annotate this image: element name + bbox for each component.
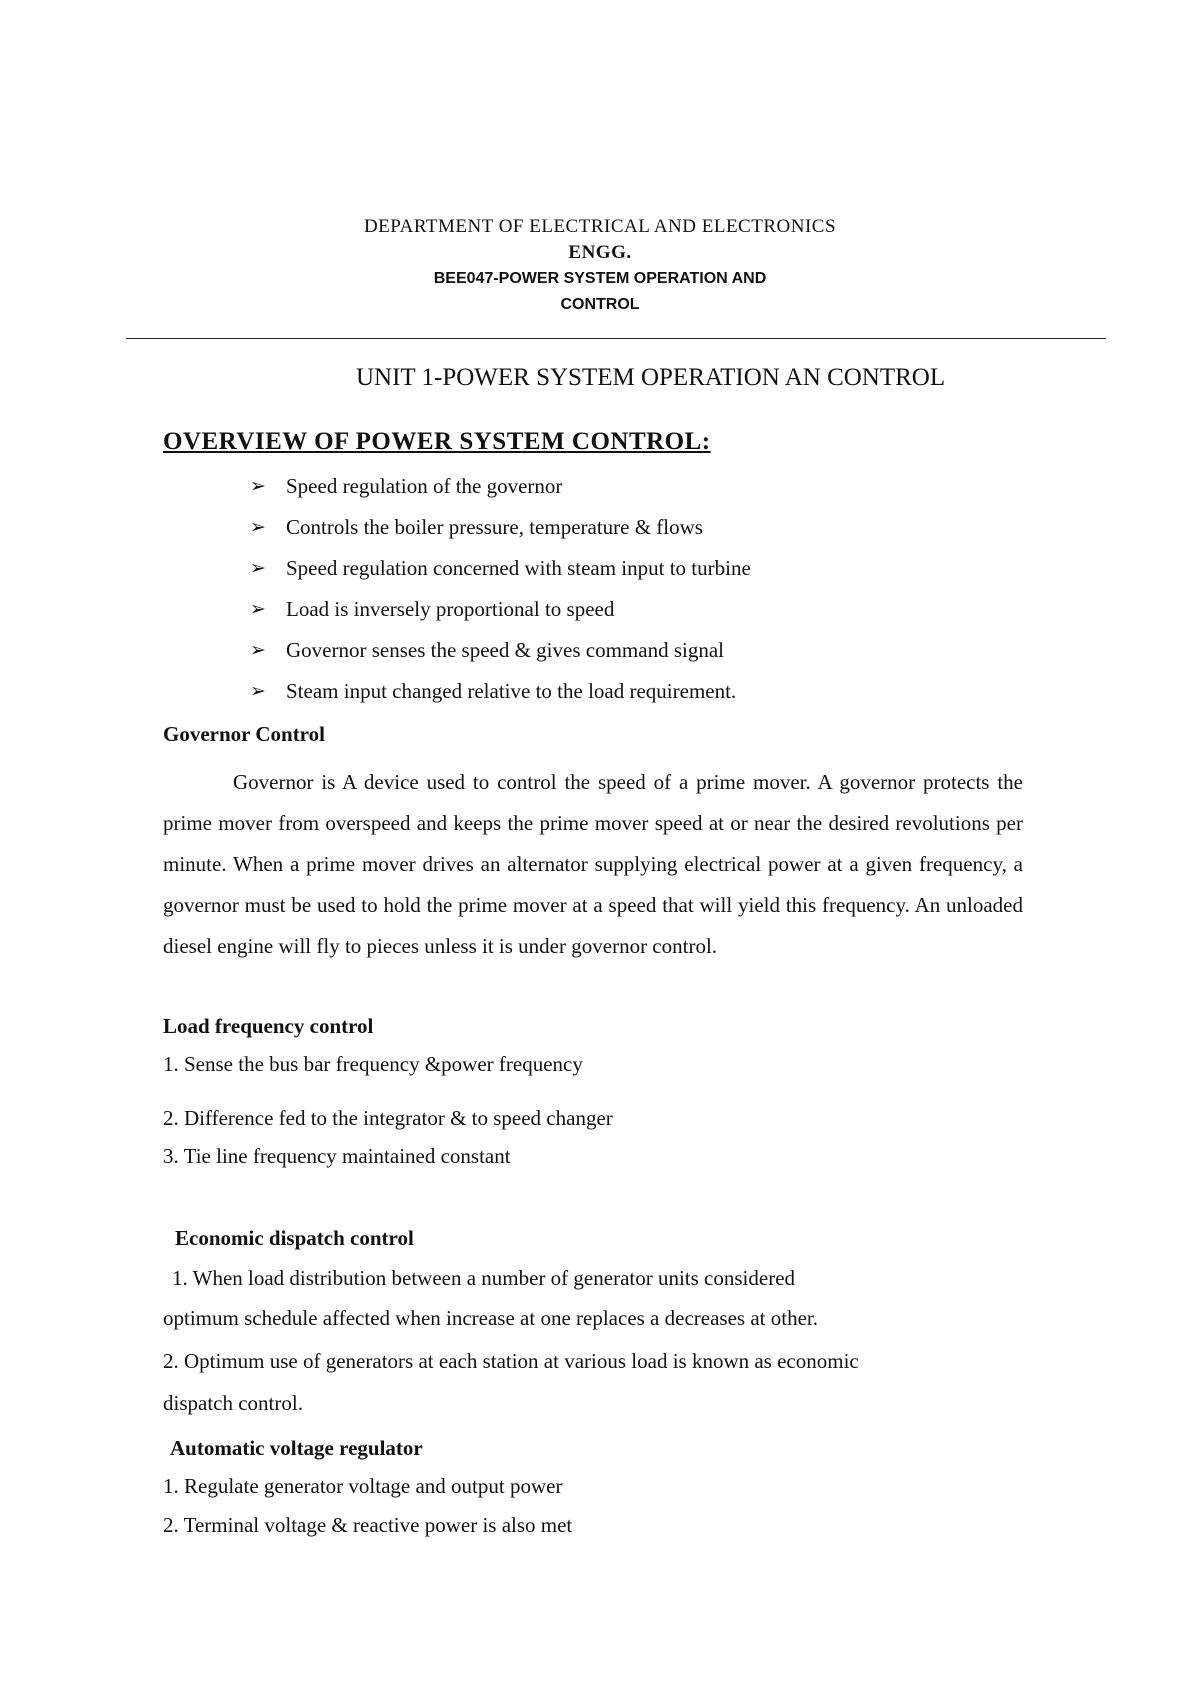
avr-heading: Automatic voltage regulator	[170, 1436, 423, 1460]
economic-dispatch-item-1-line-2: optimum schedule affected when increase at one replaces a decreases at other.	[163, 1306, 818, 1330]
economic-dispatch-heading: Economic dispatch control	[175, 1226, 414, 1250]
avr-item-2: 2. Terminal voltage & reactive power is also met	[163, 1513, 573, 1537]
load-frequency-heading: Load frequency control	[163, 1014, 374, 1038]
list-item	[250, 474, 751, 515]
governor-heading: Governor Control	[163, 722, 325, 746]
governor-paragraph-text: Governor is A device used to control the speed of a prime mover. A governor protects the prime mover from overspeed and keeps the prime mover speed at or near the desired revolutions per minute. When a prime mover drives an alternator supplying electrical power at a given frequency, a governor must be used to hold the prime mover at a speed that will yield this frequency. An unloaded diesel engine will fly to pieces unless it is under governor control.	[163, 770, 1023, 958]
course-title-line2: CONTROL	[560, 296, 640, 313]
list-item	[250, 638, 751, 679]
list-item	[250, 679, 751, 720]
list-item	[250, 515, 751, 556]
list-item-text: Controls the boiler pressure, temperature & flows	[286, 515, 703, 539]
economic-dispatch-item-2-line-2: dispatch control.	[163, 1391, 303, 1415]
arrow-bullet-icon: ➢	[250, 681, 266, 702]
list-item-text: Load is inversely proportional to speed	[286, 597, 615, 621]
arrow-bullet-icon: ➢	[250, 640, 266, 661]
avr-item-1: 1. Regulate generator voltage and output power	[163, 1474, 563, 1498]
overview-list	[250, 474, 751, 720]
load-frequency-item-3: 3. Tie line frequency maintained constant	[163, 1144, 511, 1168]
unit-title: UNIT 1-POWER SYSTEM OPERATION AN CONTROL	[356, 364, 946, 391]
governor-paragraph	[163, 762, 1023, 967]
arrow-bullet-icon: ➢	[250, 558, 266, 579]
list-item-text: Steam input changed relative to the load requirement.	[286, 679, 737, 703]
course-title-line1: BEE047-POWER SYSTEM OPERATION AND	[433, 270, 767, 287]
list-item	[250, 597, 751, 638]
load-frequency-item-1: 1. Sense the bus bar frequency &power frequency	[163, 1052, 583, 1076]
economic-dispatch-item-1-line-1: 1. When load distribution between a number of generator units considered	[172, 1266, 796, 1290]
list-item-text: Speed regulation concerned with steam input to turbine	[286, 556, 751, 580]
overview-heading: OVERVIEW OF POWER SYSTEM CONTROL:	[163, 428, 711, 455]
department-engg: ENGG.	[568, 242, 632, 263]
department-title: DEPARTMENT OF ELECTRICAL AND ELECTRONICS	[363, 216, 837, 237]
header-divider	[126, 338, 1106, 339]
arrow-bullet-icon: ➢	[250, 517, 266, 538]
load-frequency-item-2: 2. Difference fed to the integrator & to speed changer	[163, 1106, 613, 1130]
arrow-bullet-icon: ➢	[250, 599, 266, 620]
list-item-text: Speed regulation of the governor	[286, 474, 563, 498]
list-item-text: Governor senses the speed & gives command signal	[286, 638, 724, 662]
arrow-bullet-icon: ➢	[250, 476, 266, 497]
economic-dispatch-item-2-line-1: 2. Optimum use of generators at each station at various load is known as economic	[163, 1349, 859, 1373]
list-item	[250, 556, 751, 597]
